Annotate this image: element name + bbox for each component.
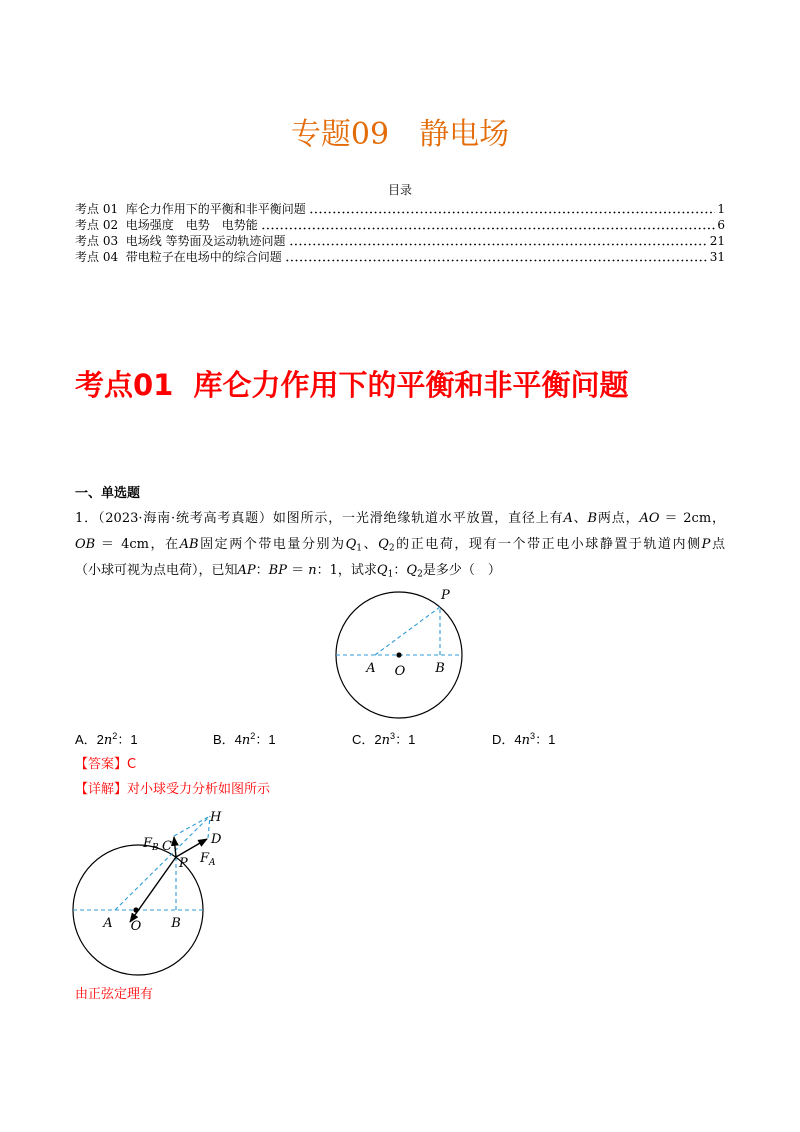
text-run: AP — [237, 563, 256, 578]
text-run: ： — [393, 563, 407, 578]
label-fb-main: F — [143, 836, 153, 851]
explanation-line — [75, 781, 270, 799]
text-run: 2 — [112, 731, 118, 741]
text-run: AB — [179, 537, 199, 552]
label-d: D — [211, 832, 222, 847]
text-run: 两点， — [597, 511, 640, 526]
toc-item-page: 6 — [717, 218, 725, 232]
text-run: 、 — [572, 511, 588, 526]
text-run: n — [308, 563, 317, 578]
center-dot — [133, 907, 138, 912]
toc-item-label: 考点 03 电场线 等势面及运动轨迹问题 — [75, 234, 286, 248]
label-o: O — [394, 664, 406, 679]
a-to-h-dashed-line — [115, 816, 210, 910]
option-b[interactable] — [213, 731, 276, 750]
explanation-label: 【详解】 — [75, 782, 128, 797]
question-text-line-3 — [75, 558, 725, 584]
text-run: B — [587, 511, 598, 526]
answer-value: C — [127, 757, 137, 772]
explanation-continuation: 由正弦定理有 — [75, 987, 154, 1002]
explanation-text: 对小球受力分析如图所示 — [127, 782, 271, 797]
label-c: C — [162, 839, 172, 854]
center-dot — [396, 652, 401, 657]
text-run: A — [563, 511, 573, 526]
ap-dashed-line — [375, 607, 440, 655]
toc-item-2[interactable] — [75, 217, 725, 233]
toc-item-label: 考点 01 库仑力作用下的平衡和非平衡问题 — [75, 202, 306, 216]
label-fa-main: F — [200, 851, 210, 866]
text-run: ：1 — [117, 732, 138, 747]
text-run: 2 — [250, 731, 256, 741]
text-run: A．2 — [75, 732, 104, 747]
section-heading: 考点01 库仑力作用下的平衡和非平衡问题 — [75, 368, 629, 402]
label-h: H — [210, 810, 222, 825]
label-p: P — [441, 588, 450, 603]
toc-item-4[interactable] — [75, 249, 725, 265]
text-run: n — [521, 733, 530, 748]
label-fb-sub: B — [152, 843, 159, 853]
text-run: 3 — [530, 731, 536, 741]
toc-item-label: 考点 02 电场强度 电势 电势能 — [75, 218, 258, 232]
text-run: 1 — [356, 543, 363, 554]
option-a[interactable] — [75, 731, 138, 750]
text-run: ＝ 2cm， — [659, 511, 725, 526]
text-run: AO — [639, 511, 660, 526]
text-run: ：1 — [535, 732, 556, 747]
text-run: （小球可视为点电荷），已知 — [75, 563, 238, 578]
force-analysis-figure — [68, 800, 233, 985]
text-run: ：1，试求 — [316, 563, 377, 578]
label-a: A — [366, 661, 376, 676]
text-run: n — [381, 733, 390, 748]
toc-dot-leader — [261, 227, 716, 230]
label-fa-sub: A — [209, 858, 216, 868]
toc-dot-leader — [309, 211, 716, 214]
answer-label: 【答案】 — [75, 757, 128, 772]
text-run: Q — [345, 537, 357, 552]
text-run: 点 — [710, 537, 725, 552]
text-run: 的正电荷，现有一个带正电小球静置于轨道内侧 — [394, 537, 702, 552]
text-run: 是多少（ ） — [422, 563, 501, 578]
text-run: OB — [75, 537, 96, 552]
option-d[interactable] — [492, 731, 555, 750]
label-o: O — [130, 919, 142, 934]
text-run: ：1 — [255, 732, 276, 747]
text-run: B．4 — [213, 732, 242, 747]
toc-item-3[interactable] — [75, 233, 725, 249]
toc-dot-leader — [289, 243, 708, 246]
label-fa — [199, 851, 216, 868]
text-run: 2 — [388, 543, 395, 554]
text-run: ＝ — [286, 563, 309, 578]
text-run: Q — [378, 537, 389, 552]
label-a: A — [103, 916, 113, 931]
text-run: ＝ 4cm，在 — [95, 537, 180, 552]
c-to-h-dashed-line — [174, 816, 210, 836]
label-fb — [142, 836, 159, 853]
text-run: C．2 — [352, 732, 382, 747]
text-run: 1 — [387, 569, 394, 580]
question-text-line-2 — [75, 532, 725, 558]
label-b: B — [435, 661, 445, 676]
text-run: BP — [268, 563, 287, 578]
document-title: 专题09 静电场 — [290, 117, 510, 152]
text-run: Q — [376, 563, 388, 578]
question-text-line-1 — [75, 506, 725, 532]
text-run: 、 — [362, 537, 379, 552]
answer-line — [75, 756, 136, 774]
text-run: n — [241, 733, 251, 748]
force-fb-arrow — [174, 837, 176, 857]
toc-item-page: 1 — [717, 202, 725, 216]
text-run: 固定两个带电量分别为 — [198, 537, 346, 552]
text-run: ：1 — [395, 732, 416, 747]
toc-item-page: 31 — [709, 250, 725, 264]
toc-item-label: 考点 04 带电粒子在电场中的综合问题 — [75, 250, 282, 264]
question-figure — [326, 582, 474, 732]
text-run: 2 — [417, 569, 423, 580]
text-run: 1．（2023·海南·统考高考真题）如图所示，一光滑绝缘轨道水平放置，直径上有 — [75, 511, 564, 526]
text-run: ： — [255, 563, 269, 578]
toc-item-1[interactable] — [75, 201, 725, 217]
toc-heading: 目录 — [387, 183, 412, 197]
label-p: P — [179, 856, 188, 871]
toc-item-page: 21 — [709, 234, 725, 248]
text-run: 3 — [390, 731, 396, 741]
text-run: n — [103, 733, 113, 748]
text-run: D．4 — [492, 732, 522, 747]
text-run: Q — [406, 563, 418, 578]
toc-dot-leader — [285, 259, 708, 262]
label-b: B — [171, 916, 181, 931]
text-run: P — [701, 537, 711, 552]
question-type-heading: 一、单选题 — [75, 486, 141, 501]
option-c[interactable] — [352, 731, 415, 750]
